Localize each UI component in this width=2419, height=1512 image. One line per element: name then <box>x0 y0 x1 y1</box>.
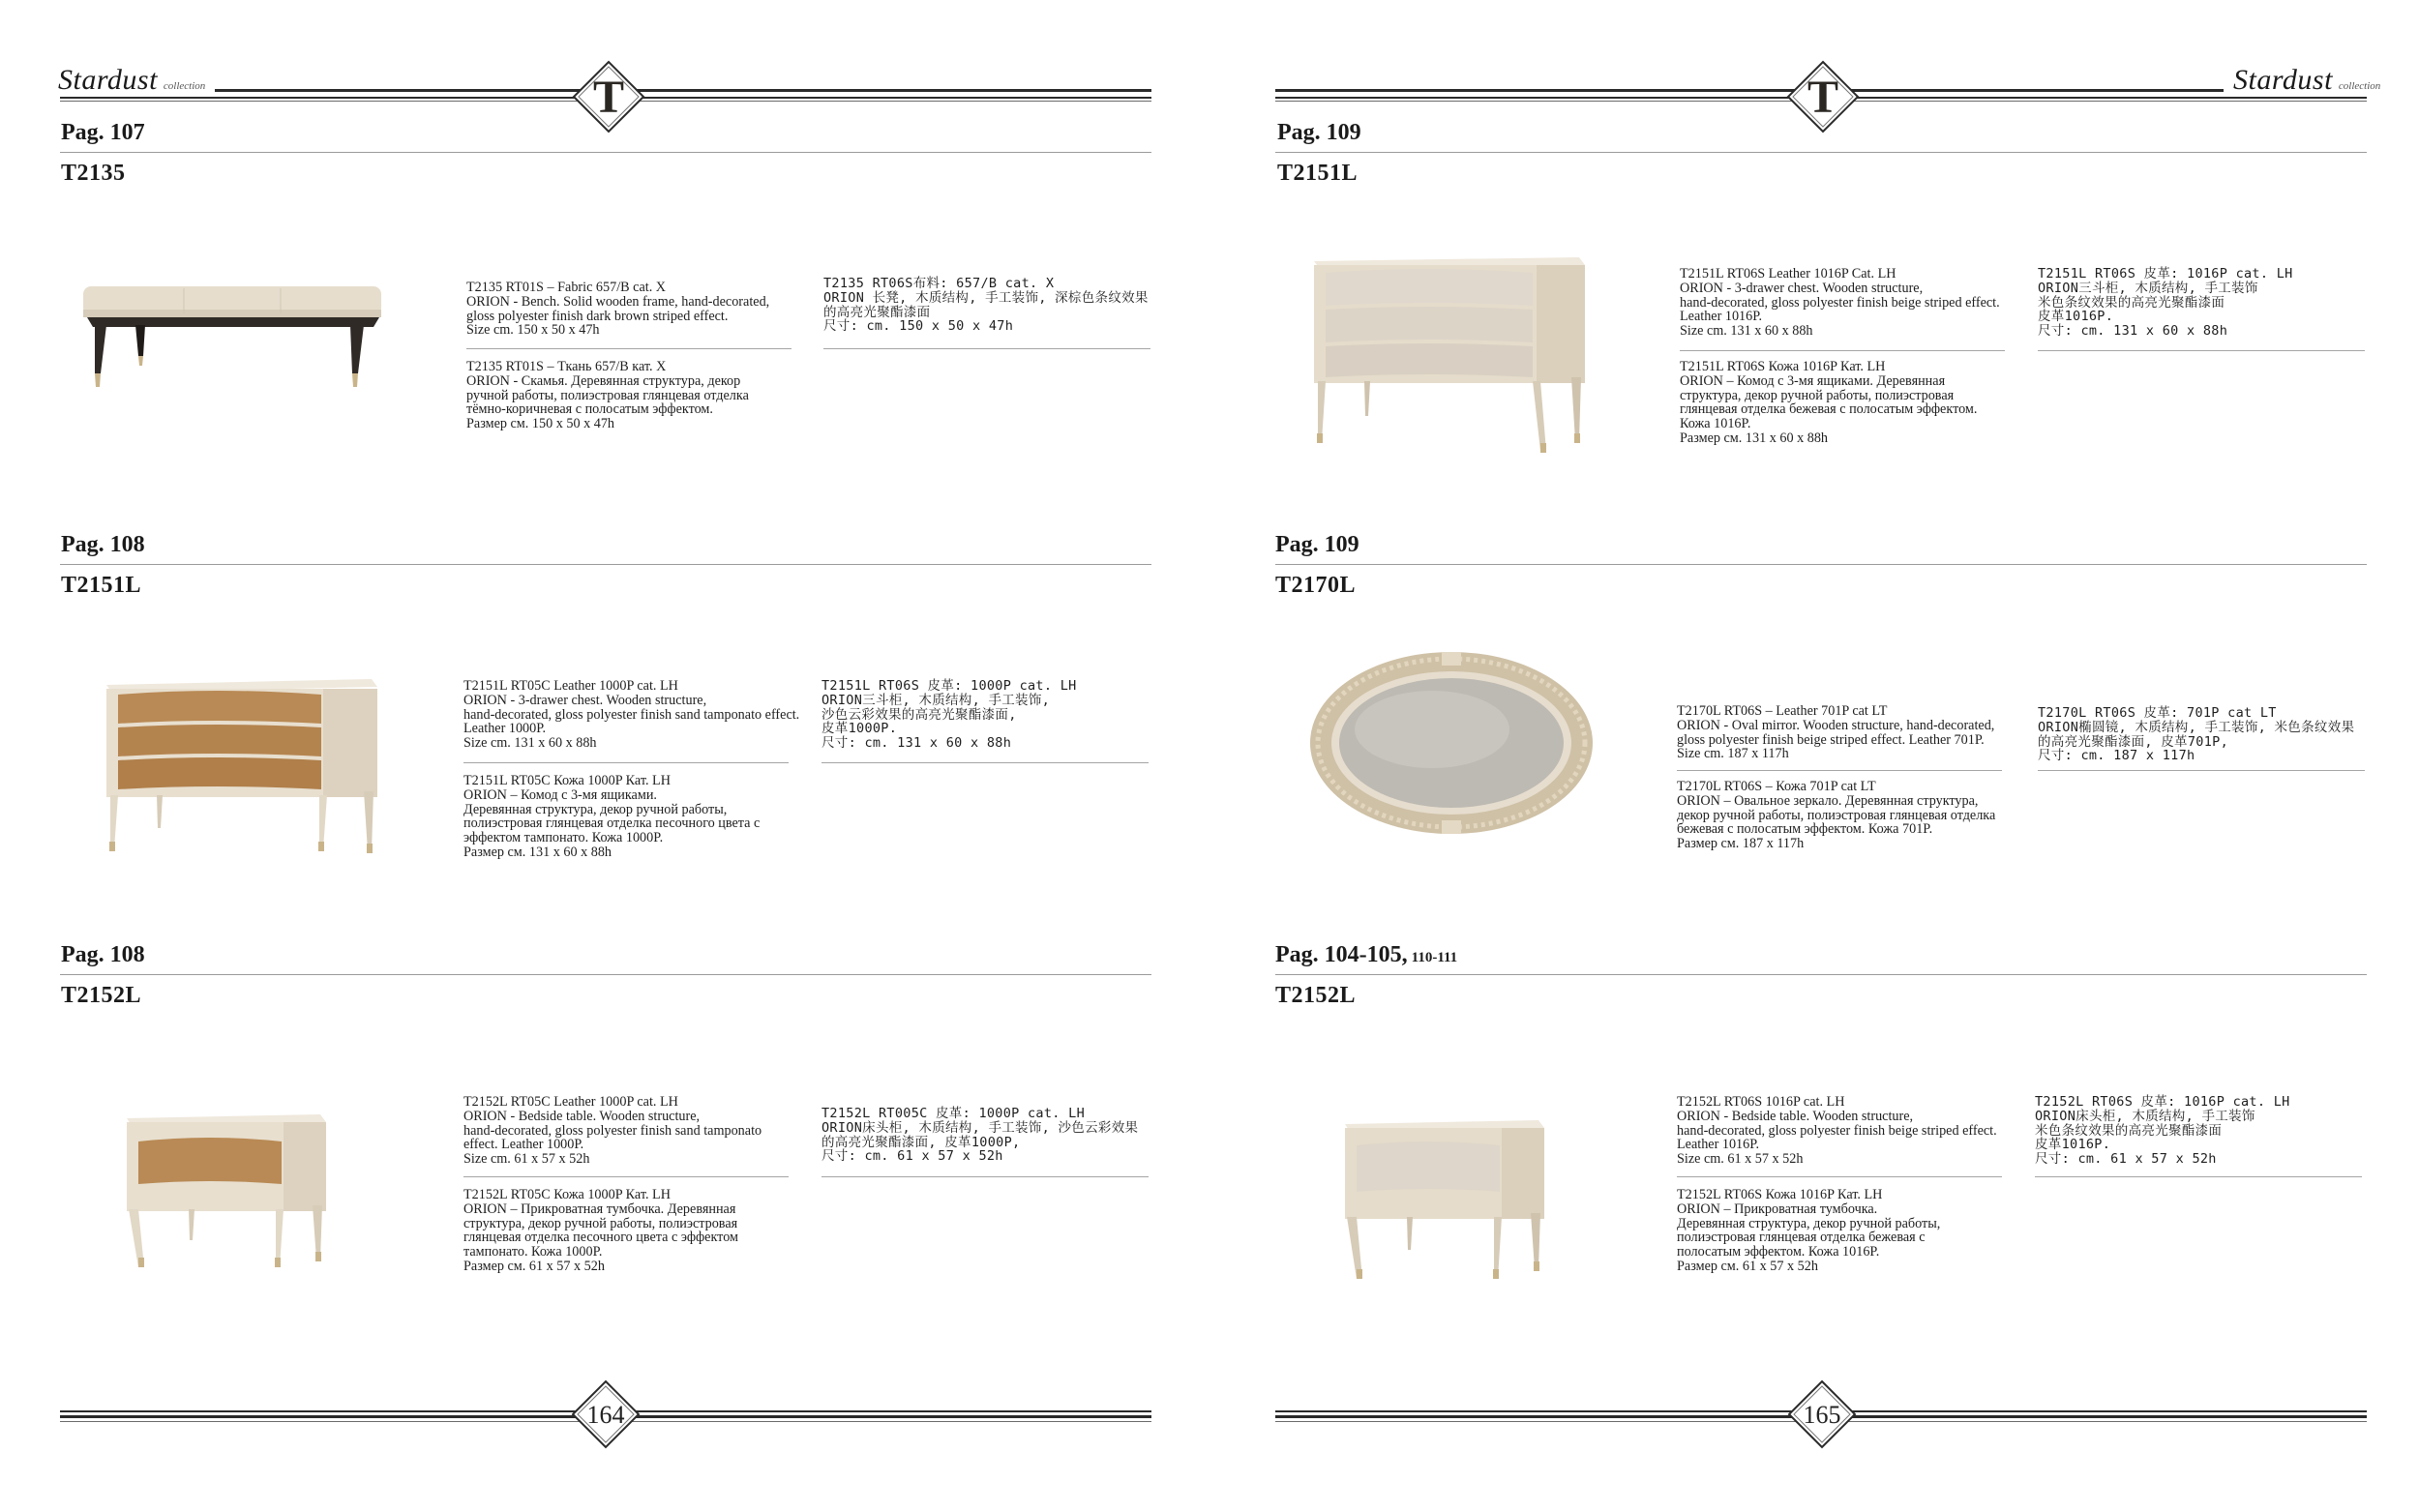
text-line: 尺寸: cm. 187 x 117h <box>2038 748 2195 764</box>
text-line: Размер см. 61 x 57 x 52h <box>1677 1258 1818 1274</box>
page-number-left <box>571 1379 641 1449</box>
text-line: T2152L RT06S 皮革: 1016P cat. LH <box>2035 1094 2290 1110</box>
text-line: Size cm. 187 x 117h <box>1677 746 1789 762</box>
text-line: Leather 1016P. <box>1677 1137 1760 1153</box>
t-monogram-left <box>572 60 645 133</box>
text-divider <box>2038 350 2365 351</box>
desc-cn <box>823 277 1149 334</box>
text-line: ORION – Прикроватная тумбочка. <box>1677 1201 1878 1217</box>
page-ref <box>1275 942 1457 968</box>
text-line: ORION三斗柜, 木质结构, 手工装饰 <box>2038 280 2258 296</box>
text-line: hand-decorated, gloss polyester finish sand tamponato <box>463 1122 762 1139</box>
product-code: T2170L <box>1275 573 1357 598</box>
text-line: Size cm. 150 x 50 x 47h <box>466 322 600 339</box>
brand-logo-left <box>58 64 215 97</box>
text-line: T2152L RT06S Кожа 1016P Кат. LH <box>1677 1187 1883 1202</box>
text-line: Деревянная структура, декор ручной работы, <box>463 801 728 817</box>
t-monogram-right <box>1786 60 1860 133</box>
text-divider <box>2038 770 2365 771</box>
text-divider <box>2035 1176 2362 1177</box>
text-line: структура, декор ручной работы, полиэстровая <box>1680 387 1955 403</box>
text-line: глянцевая отделка бежевая с полосатым эффектом. <box>1680 401 1978 418</box>
text-line: тёмно-коричневая с полосатым эффектом. <box>466 401 713 418</box>
section-rule <box>60 974 1151 975</box>
section-rule <box>1275 564 2367 565</box>
desc-cn <box>821 679 1077 751</box>
text-line: Size cm. 61 x 57 x 52h <box>1677 1151 1804 1168</box>
text-line: T2151L RT06S 皮革: 1000P cat. LH <box>821 678 1077 694</box>
text-line: Size cm. 61 x 57 x 52h <box>463 1151 590 1168</box>
text-line: Размер см. 131 x 60 x 88h <box>1680 430 1829 446</box>
desc-cn <box>2038 267 2293 339</box>
text-line: 尺寸: cm. 61 x 57 x 52h <box>2035 1151 2217 1168</box>
text-divider <box>463 1176 789 1177</box>
page-number-text: 165 <box>1803 1401 1841 1429</box>
text-line: T2170L RT06S 皮革: 701P cat LT <box>2038 705 2277 721</box>
text-line: T2135 RT06S布料: 657/B cat. X <box>823 276 1055 291</box>
page-ref: Pag. 107 <box>61 120 145 145</box>
text-divider <box>821 762 1149 763</box>
section-rule <box>60 564 1151 565</box>
section-rule <box>1275 152 2367 153</box>
text-line: Кожа 1016P. <box>1680 416 1751 432</box>
text-line: T2151L RT05C Кожа 1000P Кат. LH <box>463 773 671 788</box>
text-divider <box>1680 350 2005 351</box>
desc-cn <box>821 1107 1138 1164</box>
text-line: полиэстровая глянцевая отделка бежевая с <box>1677 1230 1926 1246</box>
brand-logo-right <box>2224 64 2384 97</box>
desc-cn <box>2038 706 2354 763</box>
text-line: Размер см. 187 x 117h <box>1677 836 1805 852</box>
oval-mirror-image <box>1306 648 1597 838</box>
text-line: ORION床头柜, 木质结构, 手工装饰 <box>2035 1108 2255 1124</box>
product-code: T2151L <box>1277 161 1359 186</box>
page-ref-extra: 110-111 <box>1411 950 1458 965</box>
text-line: T2170L RT06S – Leather 701P cat LT <box>1677 703 1888 719</box>
page-ref: Pag. 108 <box>61 942 145 967</box>
text-line: T2135 RT01S – Fabric 657/B cat. X <box>466 280 667 295</box>
product-code: T2152L <box>1275 983 1357 1008</box>
text-line: полосатым эффектом. Кожа 1016P. <box>1677 1244 1880 1260</box>
desc-ru <box>463 774 760 860</box>
text-line: T2152L RT005C 皮革: 1000P cat. LH <box>821 1106 1086 1121</box>
product-code: T2135 <box>61 161 126 186</box>
desc-en <box>463 1095 762 1167</box>
text-line: ORION椭圆镜, 木质结构, 手工装饰, 米色条纹效果 <box>2038 719 2355 735</box>
text-line: Размер см. 61 x 57 x 52h <box>463 1258 605 1274</box>
text-line: ORION床头柜, 木质结构, 手工装饰, 沙色云彩效果 <box>821 1119 1139 1136</box>
desc-ru <box>1677 1188 1940 1274</box>
text-line: T2170L RT06S – Кожа 701P cat LT <box>1677 779 1876 794</box>
brand-tag: collection <box>163 80 206 92</box>
text-line: T2151L RT06S Leather 1016P Cat. LH <box>1680 266 1896 282</box>
desc-en <box>1677 704 1994 761</box>
text-line: Размер см. 150 x 50 x 47h <box>466 416 615 432</box>
bedside-sand-image <box>121 1109 334 1273</box>
text-divider <box>1677 1176 2002 1177</box>
desc-cn <box>2035 1095 2290 1167</box>
text-divider <box>463 762 789 763</box>
text-line: 尺寸: cm. 131 x 60 x 88h <box>2038 323 2228 340</box>
page-number-right <box>1787 1379 1857 1449</box>
text-line: ORION三斗柜, 木质结构, 手工装饰, <box>821 692 1051 708</box>
desc-ru <box>463 1188 738 1274</box>
desc-en <box>463 679 799 751</box>
text-line: 的高亮光聚酯漆面 <box>823 304 931 320</box>
text-line: T2152L RT05C Кожа 1000P Кат. LH <box>463 1187 671 1202</box>
page-ref: Pag. 108 <box>61 532 145 557</box>
desc-en <box>1680 267 2000 339</box>
t-monogram-letter: T <box>1807 72 1839 123</box>
text-line: ORION – Комод с 3-мя ящиками. Деревянная <box>1680 372 1946 389</box>
text-line: ORION - Oval mirror. Wooden structure, hand-decorated, <box>1677 717 1995 733</box>
text-line: ORION - Bench. Solid wooden frame, hand-decorated, <box>466 293 770 310</box>
text-line: тампонато. Кожа 1000P. <box>463 1244 603 1260</box>
text-line: hand-decorated, gloss polyester finish beige striped effect. <box>1677 1122 1997 1139</box>
text-line: hand-decorated, gloss polyester finish sand tamponato effect. <box>463 706 800 723</box>
text-line: 的高亮光聚酯漆面, 皮革701P, <box>2038 733 2228 750</box>
desc-en <box>466 281 769 338</box>
text-line: бежевая с полосатым эффектом. Кожа 701P. <box>1677 821 1933 838</box>
text-line: hand-decorated, gloss polyester finish beige striped effect. <box>1680 294 2000 311</box>
section-rule <box>60 152 1151 153</box>
text-line: ORION - Bedside table. Wooden structure, <box>1677 1108 1914 1124</box>
text-line: ORION 长凳, 木质结构, 手工装饰, 深棕色条纹效果 <box>823 289 1149 306</box>
text-line: декор ручной работы, полиэстровая глянцевая отделка <box>1677 807 1996 823</box>
text-line: 皮革1000P. <box>821 721 898 737</box>
page-ref-main: Pag. 104-105, <box>1275 942 1408 967</box>
text-divider <box>823 348 1150 349</box>
desc-ru <box>1677 780 1995 851</box>
bench-image <box>77 281 387 416</box>
text-line: Size cm. 131 x 60 x 88h <box>1680 323 1813 340</box>
text-line: полиэстровая глянцевая отделка песочного цвета с <box>463 815 761 832</box>
bedside-beige-image <box>1339 1114 1552 1285</box>
text-line: структура, декор ручной работы, полиэстровая <box>463 1215 738 1231</box>
text-line: effect. Leather 1000P. <box>463 1137 584 1153</box>
text-line: Leather 1000P. <box>463 721 547 737</box>
text-line: Деревянная структура, декор ручной работы, <box>1677 1215 1941 1231</box>
text-line: Размер см. 131 x 60 x 88h <box>463 844 612 860</box>
chest-beige-image <box>1308 252 1589 457</box>
text-line: ORION - Bedside table. Wooden structure, <box>463 1108 701 1124</box>
text-line: ORION – Прикроватная тумбочка. Деревянная <box>463 1201 736 1217</box>
text-line: эффектом тампонато. Кожа 1000P. <box>463 830 664 846</box>
text-line: 尺寸: cm. 61 x 57 x 52h <box>821 1148 1003 1165</box>
product-code: T2152L <box>61 983 142 1008</box>
text-line: 沙色云彩效果的高亮光聚酯漆面, <box>821 706 1017 723</box>
text-line: 尺寸: cm. 131 x 60 x 88h <box>821 735 1012 752</box>
text-line: Size cm. 131 x 60 x 88h <box>463 735 597 752</box>
text-line: 的高亮光聚酯漆面, 皮革1000P, <box>821 1134 1021 1150</box>
desc-ru <box>1680 360 1977 446</box>
section-rule <box>1275 974 2367 975</box>
chest-sand-image <box>101 673 381 857</box>
text-line: gloss polyester finish beige striped effect. Leather 701P. <box>1677 731 1985 748</box>
page-ref: Pag. 109 <box>1277 120 1361 145</box>
text-line: ORION – Овальное зеркало. Деревянная структура, <box>1677 792 1979 809</box>
text-divider <box>821 1176 1149 1177</box>
t-monogram-letter: T <box>592 72 625 123</box>
desc-ru <box>466 360 749 431</box>
text-line: ORION – Комод с 3-мя ящиками. <box>463 786 657 803</box>
brand-tag: collection <box>2338 80 2381 92</box>
text-line: T2151L RT06S Кожа 1016P Кат. LH <box>1680 359 1886 374</box>
text-line: 米色条纹效果的高亮光聚酯漆面 <box>2038 294 2225 311</box>
text-divider <box>466 348 791 349</box>
text-line: ORION - 3-drawer chest. Wooden structure, <box>1680 280 1924 296</box>
text-line: ручной работы, полиэстровая глянцевая отделка <box>466 387 749 403</box>
text-line: Leather 1016P. <box>1680 309 1763 325</box>
product-code: T2151L <box>61 573 142 598</box>
brand-name: Stardust <box>2233 64 2333 96</box>
text-line: глянцевая отделка песочного цвета с эффектом <box>463 1230 738 1246</box>
page-number-text: 164 <box>586 1401 625 1429</box>
text-line: ORION - 3-drawer chest. Wooden structure, <box>463 692 707 708</box>
text-line: T2152L RT06S 1016P cat. LH <box>1677 1094 1845 1110</box>
text-line: 尺寸: cm. 150 x 50 x 47h <box>823 318 1014 335</box>
text-line: T2151L RT06S 皮革: 1016P cat. LH <box>2038 266 2293 282</box>
text-line: ORION - Скамья. Деревянная структура, декор <box>466 372 741 389</box>
desc-en <box>1677 1095 1997 1167</box>
text-line: gloss polyester finish dark brown striped effect. <box>466 308 729 324</box>
text-line: 皮革1016P. <box>2035 1137 2111 1153</box>
text-line: 米色条纹效果的高亮光聚酯漆面 <box>2035 1122 2223 1139</box>
text-line: T2135 RT01S – Ткань 657/В кат. Х <box>466 359 667 374</box>
text-line: T2152L RT05C Leather 1000P cat. LH <box>463 1094 678 1110</box>
page-ref: Pag. 109 <box>1275 532 1359 557</box>
text-line: 皮革1016P. <box>2038 309 2114 325</box>
text-line: T2151L RT05C Leather 1000P cat. LH <box>463 678 678 694</box>
brand-name: Stardust <box>58 64 158 96</box>
text-divider <box>1677 770 2002 771</box>
